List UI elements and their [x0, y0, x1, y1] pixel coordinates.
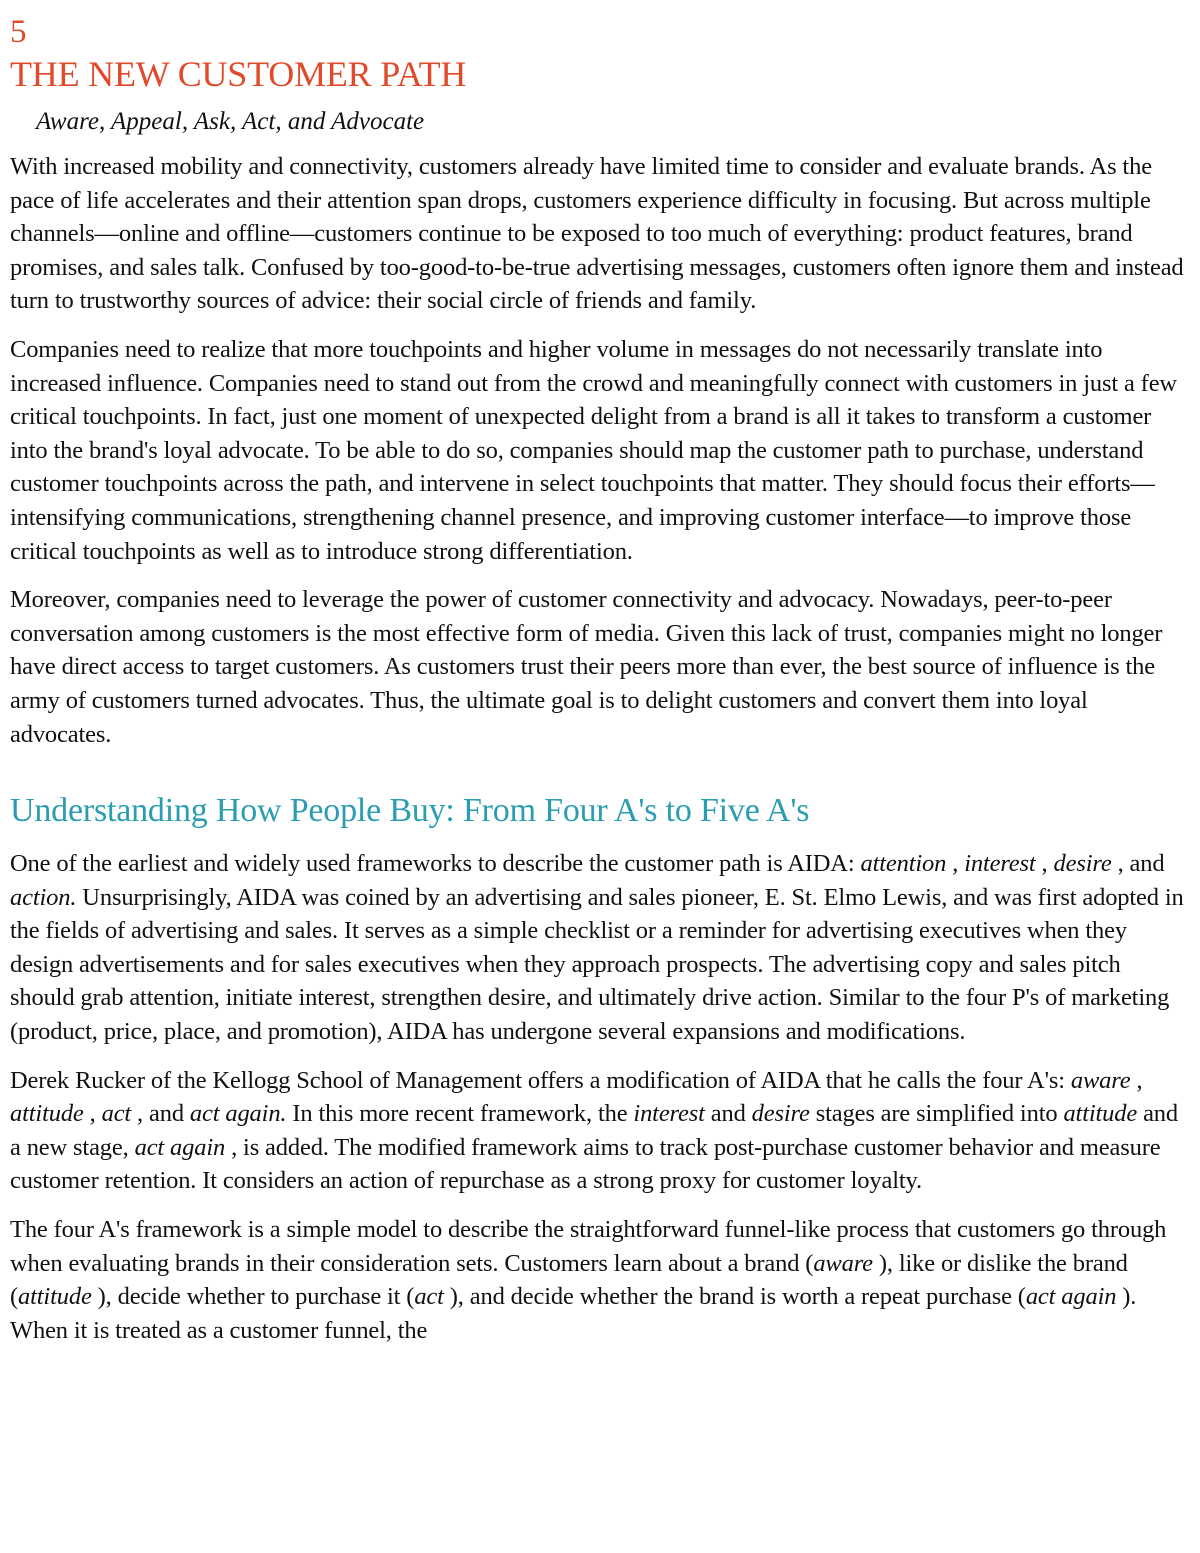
italic-term: attitude: [18, 1283, 92, 1311]
text-run: The four A's framework is a simple model to describe the straightforward funnel-like process that customers go through when evaluating brands in their consideration sets. Customers learn about a brand (: [10, 1216, 1167, 1277]
italic-term: interest: [964, 850, 1036, 878]
italic-term: desire: [751, 1100, 810, 1128]
italic-term: act: [101, 1100, 132, 1128]
text-run: ,: [1130, 1066, 1143, 1094]
chapter-title: THE NEW CUSTOMER PATH: [10, 54, 467, 94]
italic-term: attitude: [1063, 1100, 1138, 1128]
section-paragraph-1: [10, 847, 1188, 1049]
text-run: ). When it is treated as a customer funnel, the: [10, 1283, 1137, 1344]
text-run: One of the earliest and widely used frameworks to describe the customer path is AIDA:: [10, 850, 861, 878]
italic-term: attitude: [10, 1100, 84, 1128]
intro-paragraph-3: Moreover, companies need to leverage the power of customer connectivity and advocacy. Nowadays, peer-to-peer conversation among customers is the most effective form of media. Given this lack of trust, companies might no longer have direct access to target customers. As customers trust their peers more than ever, the best source of influence is the army of customers turned advocates. Thus, the ultimate goal is to delight customers and convert them into loyal advocates.: [10, 586, 1163, 748]
text-run: ), like or dislike the brand (: [10, 1249, 1128, 1311]
text-run: Derek Rucker of the Kellogg School of Management offers a modification of AIDA that he calls the four A's:: [10, 1066, 1071, 1094]
italic-term: aware: [1070, 1066, 1131, 1094]
text-run: Unsurprisingly, AIDA was coined by an advertising and sales pioneer, E. St. Elmo Lewis, and was first adopted in the fields of advertising and sales. It serves as a simple checklist or a reminder for advertising executives when they design advertisements and for sales executives when they approach prospects. The advertising copy and sales pitch should grab attention, initiate interest, strengthen desire, and ultimately drive action. Similar to the four P's of marketing (product, price, place, and promotion), AIDA has undergone several expansions and modifications.: [10, 883, 1184, 1046]
italic-term: desire: [1053, 850, 1112, 878]
italic-term: act again.: [189, 1100, 287, 1128]
text-run: ,: [946, 850, 965, 878]
chapter-number: 5: [10, 14, 27, 50]
italic-term: attention: [860, 850, 947, 878]
text-run: stages are simplified into: [809, 1100, 1064, 1128]
chapter-subtitle: Aware, Appeal, Ask, Act, and Advocate: [36, 108, 425, 135]
italic-term: aware: [813, 1249, 873, 1277]
text-run: In this more recent framework, the: [286, 1100, 634, 1128]
italic-term: act: [414, 1283, 444, 1311]
section-paragraph-3: [10, 1213, 1188, 1347]
section-paragraph-2: [10, 1064, 1188, 1198]
italic-term: act again: [1025, 1283, 1117, 1311]
text-run: , and: [131, 1100, 190, 1128]
intro-paragraph-2: Companies need to realize that more touchpoints and higher volume in messages do not necessarily translate into increased influence. Companies need to stand out from the crowd and meaningfully connect with customers in just a few critical touchpoints. In fact, just one moment of unexpected delight from a brand is all it takes to transform a customer into the brand's loyal advocate. To be able to do so, companies should map the customer path to purchase, understand customer touchpoints across the path, and intervene in select touchpoints that matter. They should focus their efforts—intensifying communications, strengthening channel presence, and improving customer interface—to improve those critical touchpoints as well as to introduce strong differentiation.: [10, 335, 1177, 565]
text-run: and a new stage,: [10, 1100, 1178, 1161]
text-run: and: [704, 1100, 752, 1128]
text-run: , and: [1111, 850, 1165, 878]
text-run: ,: [83, 1100, 102, 1128]
text-run: ), and decide whether the brand is worth a repeat purchase (: [443, 1283, 1026, 1311]
text-run: ), decide whether to purchase it (: [91, 1283, 415, 1311]
text-run: ,: [1035, 850, 1054, 878]
text-run: , is added. The modified framework aims to track post-purchase customer behavior and measure customer retention. It considers an action of repurchase as a strong proxy for customer loyalty.: [10, 1133, 1161, 1195]
italic-term: act again: [134, 1133, 226, 1161]
section-heading: Understanding How People Buy: From Four A's to Five A's: [10, 792, 810, 830]
intro-paragraph-1: With increased mobility and connectivity, customers already have limited time to consider and evaluate brands. As the pace of life accelerates and their attention span drops, customers experience difficulty in focusing. But across multiple channels—online and offline—customers continue to be exposed to too much of everything: product features, brand promises, and sales talk. Confused by too-good-to-be-true advertising messages, customers often ignore them and instead turn to trustworthy sources of advice: their social circle of friends and family.: [10, 153, 1184, 315]
italic-term: interest: [633, 1100, 705, 1128]
italic-term: action.: [10, 883, 77, 911]
